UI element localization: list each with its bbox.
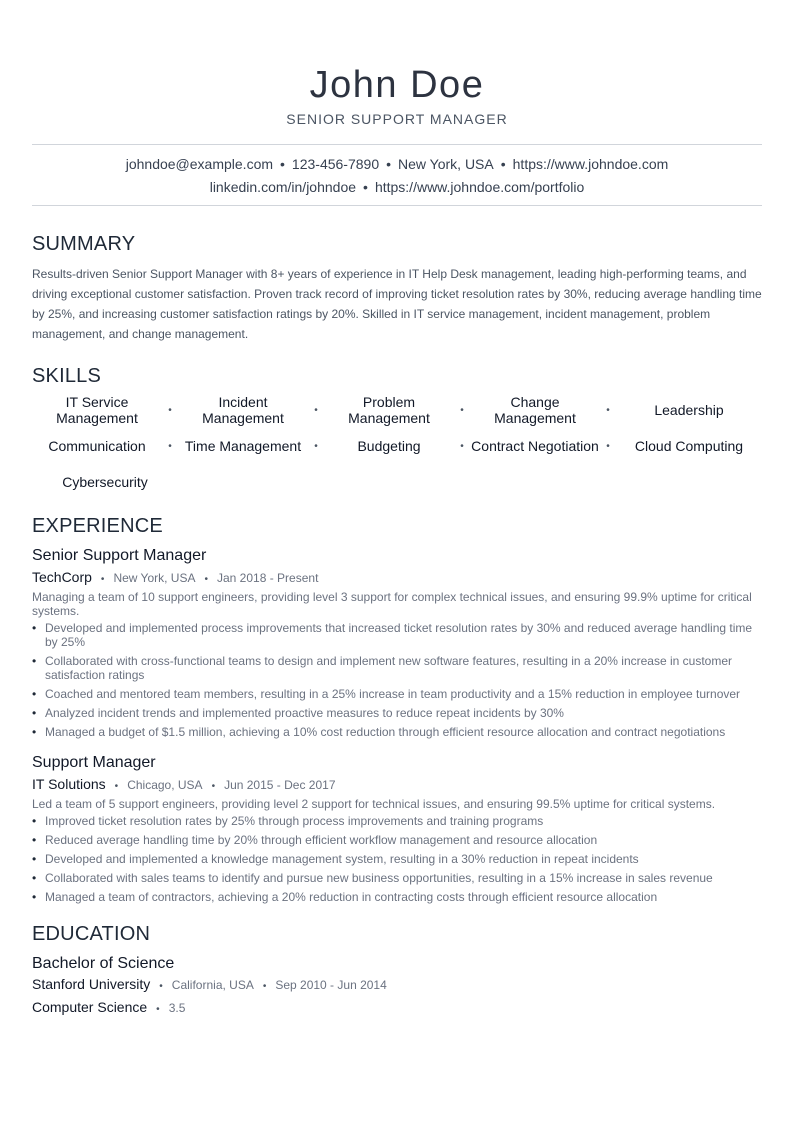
summary-heading: SUMMARY (32, 233, 136, 255)
candidate-title: SENIOR SUPPORT MANAGER (286, 111, 508, 127)
skill-item (616, 428, 762, 464)
job-bullets (32, 621, 762, 739)
gpa-value: 3.5 (168, 1001, 186, 1015)
skill-name: Contract Negotiation (471, 438, 599, 454)
skill-item (616, 392, 762, 428)
meta-separator: • (211, 781, 216, 792)
job-company: TechCorp (32, 569, 92, 585)
skill-separator: • (606, 440, 610, 452)
skill-item (32, 392, 178, 428)
contact-separator: • (280, 156, 285, 172)
skill-name: Problem Management (348, 394, 430, 426)
skill-item (32, 464, 178, 500)
job-meta (32, 568, 762, 589)
candidate-name: John Doe (309, 64, 485, 106)
skills-grid (32, 392, 762, 500)
job-bullet: • Improved ticket resolution rates by 25% through process improvements and training programs (32, 814, 762, 828)
contact-separator: • (386, 156, 392, 172)
skill-separator: • (314, 440, 318, 452)
job-description: Managing a team of 10 support engineers, providing level 3 support for complex technical issues, and ensuring 99.9% uptime for critical systems. (32, 590, 752, 618)
job-dates: Jun 2015 - Dec 2017 (224, 778, 336, 792)
job-bullet: • Reduced average handling time by 20% through efficient workflow management and resource allocation (32, 833, 762, 847)
degree-title: Bachelor of Science (32, 955, 175, 972)
skill-name: Communication (48, 438, 146, 454)
skill-item (178, 428, 324, 464)
summary-section (32, 232, 762, 344)
resume-page (32, 0, 762, 1020)
job-location: Chicago, USA (127, 778, 203, 792)
skills-heading: SKILLS (32, 365, 102, 387)
skill-name: Time Management (184, 438, 302, 454)
skill-separator: • (168, 404, 172, 416)
summary-text: Results-driven Senior Support Manager with 8+ years of experience in IT Help Desk management, leading high-performing teams, and driving exceptional customer satisfaction. Proven track record of improving ticket resolution rates by 30%, reducing average handling time by 25%, and increasing customer satisfaction ratings by 20%. Skilled in IT service management, incident management, problem management, and change management. (32, 267, 762, 341)
job-bullet: • Analyzed incident trends and implemented proactive measures to reduce repeat incidents by 30% (32, 706, 762, 720)
education-section (32, 922, 762, 1020)
education-school-line (32, 974, 762, 997)
job-bullet: • Managed a budget of $1.5 million, achieving a 10% cost reduction through efficient resource allocation and contract negotiations (32, 725, 762, 739)
contact-separator: • (363, 179, 368, 195)
education-dates: Sep 2010 - Jun 2014 (275, 978, 387, 992)
skill-item (178, 392, 324, 428)
skill-separator: • (314, 404, 318, 416)
education-field-line (32, 997, 762, 1020)
skills-section (32, 364, 762, 500)
skill-name: Budgeting (357, 438, 421, 454)
job-bullet: • Managed a team of contractors, achieving a 20% reduction in contracting costs through efficient resource allocation (32, 890, 762, 904)
contact-location: New York, USA (398, 156, 494, 172)
meta-separator: • (100, 574, 105, 585)
meta-separator: • (114, 781, 119, 792)
contact-portfolio[interactable]: https://www.johndoe.com/portfolio (374, 179, 585, 195)
skill-name: Cloud Computing (634, 438, 744, 454)
skill-separator: • (606, 404, 610, 416)
contact-linkedin[interactable]: linkedin.com/in/johndoe (209, 179, 357, 195)
school-name: Stanford University (32, 976, 151, 992)
job-meta (32, 775, 762, 796)
job-company: IT Solutions (32, 776, 106, 792)
field-of-study: Computer Science (32, 999, 148, 1015)
job-title: Senior Support Manager (32, 547, 207, 564)
contact-line-2 (32, 176, 762, 199)
skill-name: Incident Management (202, 394, 284, 426)
contact-line-1 (32, 153, 762, 176)
meta-separator: • (159, 981, 163, 992)
experience-heading: EXPERIENCE (32, 515, 163, 537)
experience-section (32, 514, 762, 904)
resume-header (32, 0, 762, 128)
job-description: Led a team of 5 support engineers, providing level 2 support for technical issues, and ensuring 99.5% uptime for critical systems. (32, 797, 716, 811)
meta-separator: • (156, 1004, 160, 1015)
skill-item (324, 428, 470, 464)
contact-email[interactable]: johndoe@example.com (125, 156, 274, 172)
contact-phone[interactable]: 123-456-7890 (291, 156, 380, 172)
job-bullets (32, 814, 762, 904)
header-divider-bottom (32, 205, 762, 206)
job-bullet: • Collaborated with sales teams to identify and pursue new business opportunities, resulting in a 15% increase in sales revenue (32, 871, 762, 885)
skill-item (470, 428, 616, 464)
meta-separator: • (204, 574, 208, 585)
contact-separator: • (500, 156, 506, 172)
skill-item (470, 392, 616, 428)
job-bullet: • Developed and implemented a knowledge management system, resulting in a 30% reduction in repeat incidents (32, 852, 762, 866)
job-bullet: • Developed and implemented process improvements that increased ticket resolution rates by 30% and reduced average handling time by 25% (32, 621, 762, 649)
skill-name: Cybersecurity (62, 474, 148, 490)
skill-item (324, 392, 470, 428)
contact-block (32, 145, 762, 205)
job-location: New York, USA (113, 571, 196, 585)
skill-separator: • (460, 404, 464, 416)
job-bullet: • Collaborated with cross-functional teams to design and implement new software features, resulting in a 20% increase in customer satisfaction ratings (32, 654, 762, 682)
school-location: California, USA (171, 978, 254, 992)
job-entry (32, 546, 762, 739)
skill-separator: • (168, 440, 172, 452)
meta-separator: • (262, 981, 267, 992)
skill-separator: • (460, 440, 464, 452)
job-title: Support Manager (32, 754, 156, 771)
skill-name: Change Management (494, 394, 576, 426)
skill-name: Leadership (654, 402, 724, 418)
skill-name: IT Service Management (56, 394, 138, 426)
contact-website[interactable]: https://www.johndoe.com (512, 156, 669, 172)
skill-item (32, 428, 178, 464)
job-dates: Jan 2018 - Present (217, 571, 319, 585)
education-heading: EDUCATION (32, 923, 151, 945)
job-bullet: • Coached and mentored team members, resulting in a 25% increase in team productivity and a 15% reduction in employee turnover (32, 687, 762, 701)
job-entry (32, 753, 762, 904)
